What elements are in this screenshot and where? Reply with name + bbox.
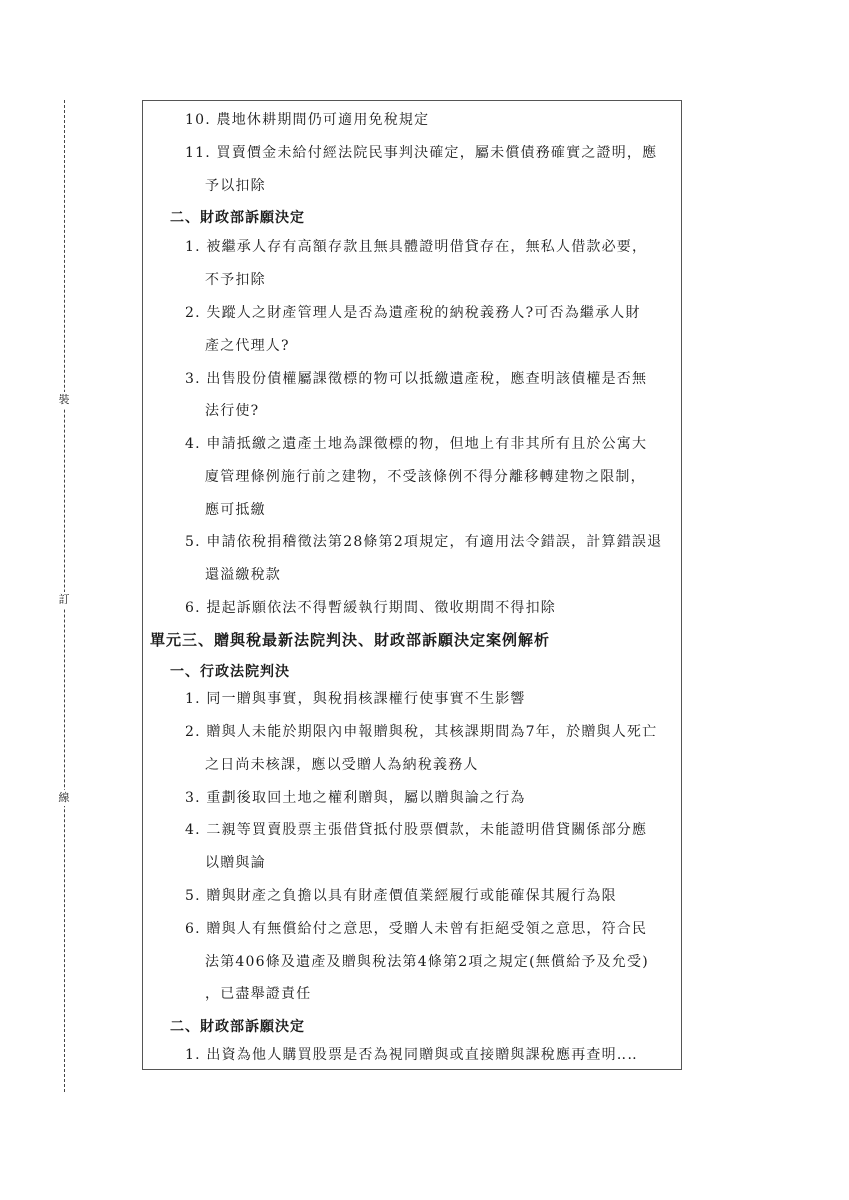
section-heading: 二、財政部訴願決定 [170,210,305,226]
list-item: 3. 重劃後取回土地之權利贈與，屬以贈與論之行為 [185,790,526,806]
list-item-continuation: 不予扣除 [205,272,266,288]
unit-heading: 單元三、贈與稅最新法院判決、財政部訴願決定案例解析 [150,631,551,649]
list-item: 1. 同一贈與事實，與稅捐核課權行使事實不生影響 [185,691,526,707]
list-item: 5. 申請依稅捐稽徵法第28條第2項規定，有適用法令錯誤，計算錯誤退 [185,534,663,550]
list-item: 1. 出資為他人購買股票是否為視同贈與或直接贈與課稅應再查明‥‥ [185,1047,638,1063]
list-item: 2. 失蹤人之財產管理人是否為遺產稅的納稅義務人?可否為繼承人財 [185,305,641,321]
list-item: 4. 二親等買賣股票主張借貸抵付股票價款，未能證明借貸關係部分應 [185,822,648,838]
list-item-continuation: 予以扣除 [205,178,266,194]
list-item: 2. 贈與人未能於期限內申報贈與稅，其核課期間為7年，於贈與人死亡 [185,724,658,740]
list-item-continuation: 還溢繳稅款 [205,567,281,583]
binding-char-middle: 訂 [56,592,72,608]
list-item-continuation: 應可抵繳 [205,502,266,518]
list-item-continuation: 法第406條及遺產及贈與稅法第4條第2項之規定(無償給予及允受) [205,954,649,970]
list-item: 1. 被繼承人存有高額存款且無具體證明借貸存在，無私人借款必要， [185,239,648,255]
section-heading: 二、財政部訴願決定 [170,1019,305,1035]
binding-char-bottom: 線 [56,790,72,806]
list-item: 6. 贈與人有無償給付之意思，受贈人未曾有拒絕受領之意思，符合民 [185,921,648,937]
list-item-continuation: 之日尚未核課，應以受贈人為納稅義務人 [205,757,479,773]
list-item-continuation: ，已盡舉證責任 [205,986,312,1002]
list-item-continuation: 以贈與論 [205,855,266,871]
list-item: 6. 提起訴願依法不得暫緩執行期間、徵收期間不得扣除 [185,600,557,616]
list-item: 11. 買賣價金未給付經法院民事判決確定，屬未償債務確實之證明，應 [185,145,658,161]
binding-char-top: 裝 [56,392,72,408]
list-item: 4. 申請抵繳之遺產土地為課徵標的物，但地上有非其所有且於公寓大 [185,436,648,452]
list-item-continuation: 廈管理條例施行前之建物，不受該條例不得分離移轉建物之限制， [205,469,646,485]
section-heading: 一、行政法院判決 [170,664,290,680]
list-item: 3. 出售股份債權屬課徵標的物可以抵繳遺產稅，應查明該債權是否無 [185,371,648,387]
list-item-continuation: 法行使? [205,403,260,419]
list-item-continuation: 產之代理人? [205,338,290,354]
list-item: 5. 贈與財產之負擔以具有財產價值業經履行或能確保其履行為限 [185,888,617,904]
list-item: 10. 農地休耕期間仍可適用免稅規定 [185,112,430,128]
